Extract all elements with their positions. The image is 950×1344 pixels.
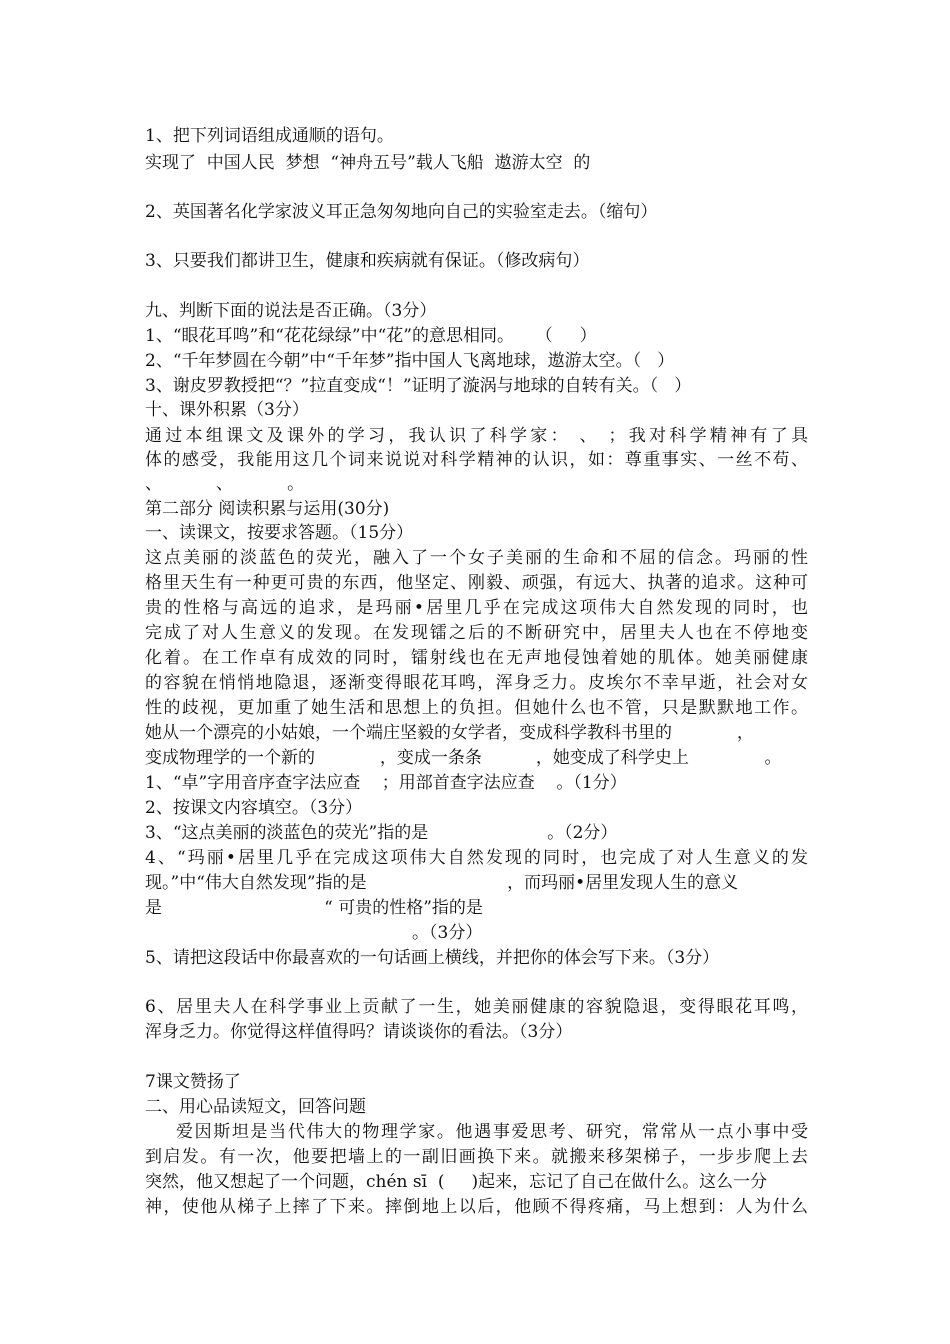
story-line-2: 到启发。有一次，他要把墙上的一副旧画换下来。就搬来移架梯子，一步步爬上去 bbox=[145, 1147, 808, 1167]
q2-sentence: 2、英国著名化学家波义耳正急匆匆地向自己的实验室走去。（缩句） bbox=[145, 202, 658, 222]
part-2-heading: 第二部分 阅读积累与运用(30分) bbox=[145, 499, 390, 519]
passage-line-6: 的容貌在悄悄地隐退，逐渐变得眼花耳鸣，浑身乏力。皮埃尔不幸早逝，社会对女 bbox=[145, 673, 808, 693]
q1-instruction: 1、把下列词语组成通顺的语句。 bbox=[145, 126, 394, 146]
passage-line-3: 贵的性格与高远的追求，是玛丽•居里几乎在完成这项伟大自然发现的同时，也 bbox=[145, 598, 808, 618]
judge-item-3: 3、谢皮罗教授把“？”拉直变成“！”证明了漩涡与地球的自转有关。（ ） bbox=[145, 376, 692, 396]
reading-q6-line-2: 浑身乏力。你觉得这样值得吗？请谈谈你的看法。（3分） bbox=[145, 1022, 573, 1042]
story-line-4: 神，使他从梯子上摔了下来。摔倒地上以后，他顾不得疼痛，马上想到：人为什么 bbox=[145, 1197, 808, 1217]
passage-line-1: 这点美丽的淡蓝色的荧光，融入了一个女子美丽的生命和不屈的信念。玛丽的性 bbox=[145, 548, 808, 568]
reading-q6-line-1: 6、居里夫人在科学事业上贡献了一生，她美丽健康的容貌隐退，变得眼花耳鸣， bbox=[145, 997, 808, 1017]
passage-line-7: 性的歧视，更加重了她生活和思想上的负担。但她什么也不管，只是默默地工作。 bbox=[145, 698, 808, 718]
section-10-line-1: 通过本组课文及课外的学习，我认识了科学家： 、 ；我对科学精神有了具 bbox=[145, 426, 808, 446]
judge-item-2: 2、“千年梦圆在今朝”中“千年梦”指中国人飞离地球，遨游太空。（ ） bbox=[145, 351, 675, 371]
passage-line-9: 变成物理学的一个新的 ，变成一条条 ，她变成了科学史上 。 bbox=[145, 748, 782, 768]
reading-q2: 2、按课文内容填空。（3分） bbox=[145, 798, 363, 818]
reading-q1: 1、“卓”字用音序查字法应查 ；用部首查字法应查 。（1分） bbox=[145, 773, 627, 793]
passage-line-2: 格里天生有一种更可贵的东西，他坚定、刚毅、顽强，有远大、执著的追求。这种可 bbox=[145, 573, 808, 593]
reading-q3: 3、“这点美丽的淡蓝色的荧光”指的是 。（2分） bbox=[145, 823, 618, 843]
q1-word-list: 实现了 中国人民 梦想 “神舟五号”载人飞船 遨游太空 的 bbox=[145, 153, 591, 173]
section-2-heading: 二、用心品读短文，回答问题 bbox=[145, 1097, 366, 1117]
reading-q5: 5、请把这段话中你最喜欢的一句话画上横线，并把你的体会写下来。（3分） bbox=[145, 948, 720, 968]
judge-item-1: 1、“眼花耳鸣”和“花花绿绿”中“花”的意思相同。 （ ） bbox=[145, 326, 597, 346]
reading-q4-line-3: 是 “ 可贵的性格”指的是 bbox=[145, 898, 483, 918]
story-line-1: 爱因斯坦是当代伟大的物理学家。他遇事爱思考、研究，常常从一点小事中受 bbox=[176, 1122, 808, 1142]
section-10-heading: 十、课外积累（3分） bbox=[145, 400, 309, 420]
reading-q4-line-4: 。（3分） bbox=[412, 923, 483, 943]
reading-q4-line-2: 现。”中“伟大自然发现”指的是 ，而玛丽•居里发现人生的意义 bbox=[145, 873, 739, 893]
section-9-heading: 九、判断下面的说法是否正确。（3分） bbox=[145, 301, 437, 321]
section-10-line-3: 、 、 。 bbox=[145, 474, 305, 494]
passage-line-5: 化着。在工作卓有成效的同时，镭射线也在无声地侵蚀着她的肌体。她美丽健康 bbox=[145, 648, 808, 668]
passage-line-4: 完成了对人生意义的发现。在发现镭之后的不断研究中，居里夫人也在不停地变 bbox=[145, 623, 808, 643]
reading-q7: 7课文赞扬了 bbox=[145, 1072, 241, 1092]
reading-q4-line-1: 4、“玛丽•居里几乎在完成这项伟大自然发现的同时，也完成了对人生意义的发 bbox=[145, 848, 808, 868]
section-10-line-2: 体的感受，我能用这几个词来说说对科学精神的认识，如：尊重事实、一丝不苟、 bbox=[145, 450, 808, 470]
passage-line-8: 她从一个漂亮的小姑娘，一个端庄坚毅的女学者，变成科学教科书里的 ， bbox=[145, 723, 754, 743]
story-line-3: 突然，他又想起了一个问题，chén sī ( )起来，忘记了自己在做什么。这么一分 bbox=[145, 1172, 768, 1192]
q3-sentence: 3、只要我们都讲卫生，健康和疾病就有保证。（修改病句） bbox=[145, 251, 590, 271]
reading-heading: 一、读课文，按要求答题。（15分） bbox=[145, 523, 414, 543]
